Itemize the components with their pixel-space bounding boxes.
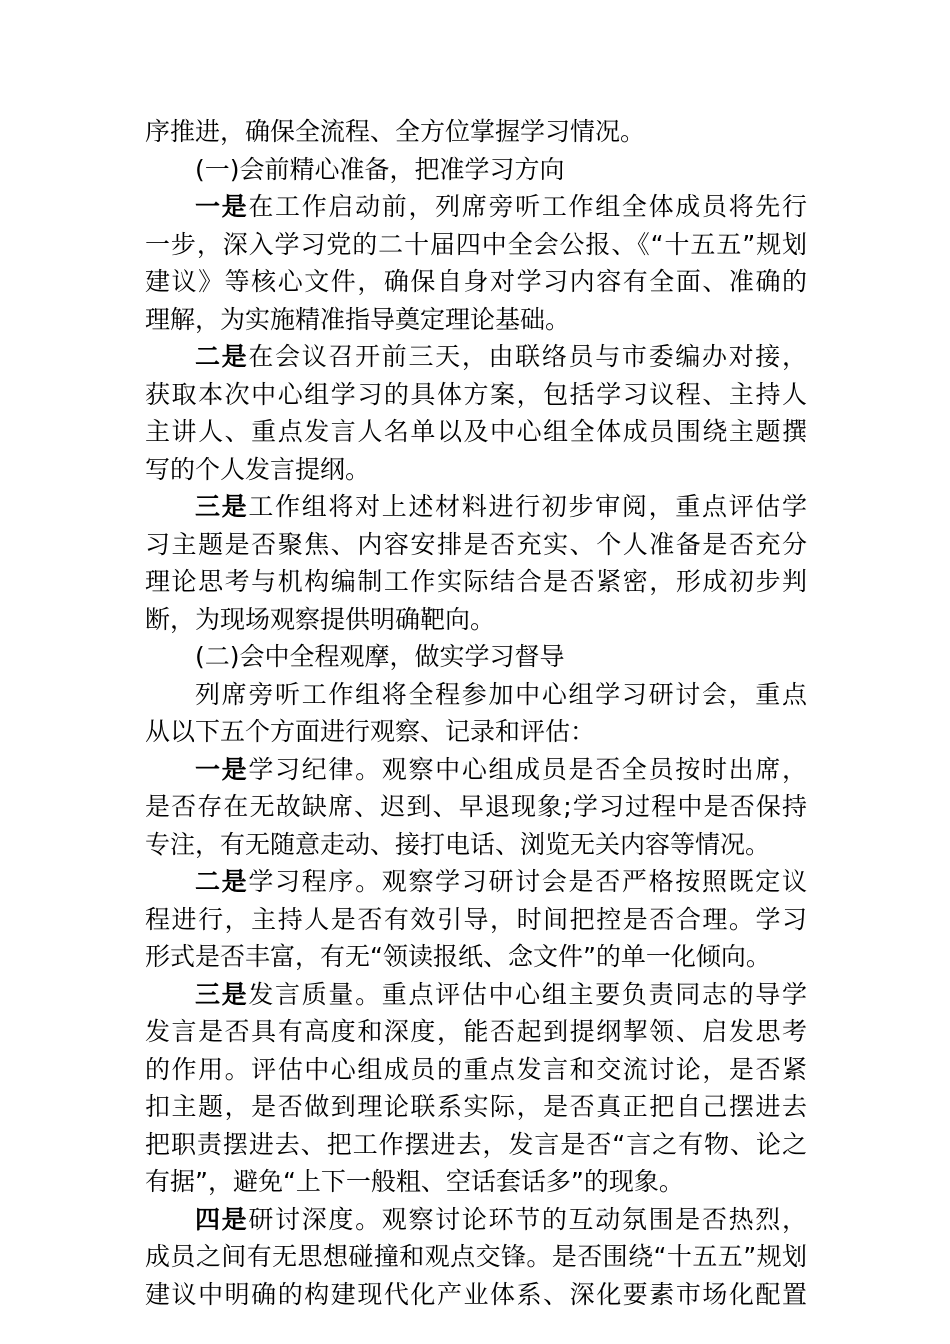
document-body — [145, 113, 807, 1313]
line-text: 断，为现场观察提供明确靶向。 — [145, 604, 496, 634]
text-line — [145, 188, 807, 226]
text-line — [145, 301, 807, 339]
text-line — [145, 638, 807, 676]
line-text: 列席旁听工作组将全程参加中心组学习研讨会，重点 — [195, 679, 807, 709]
line-text: 研讨深度。观察讨论环节的互动氛围是否热烈， — [248, 1204, 807, 1234]
line-text: 的作用。评估中心组成员的重点发言和交流讨论，是否紧 — [145, 1054, 807, 1084]
text-line — [145, 488, 807, 526]
text-line — [145, 788, 807, 826]
text-line — [145, 451, 807, 489]
text-line — [145, 1163, 807, 1201]
text-line — [145, 1201, 807, 1239]
text-line — [145, 676, 807, 714]
text-line — [145, 413, 807, 451]
text-line — [145, 1238, 807, 1276]
text-line — [145, 151, 807, 189]
line-text: 一步，深入学习党的二十届四中全会公报、《“十五五”规划 — [145, 229, 807, 259]
text-line — [145, 113, 807, 151]
lead-phrase: 三是 — [195, 492, 249, 521]
text-line — [145, 226, 807, 264]
line-text: 在工作启动前，列席旁听工作组全体成员将先行 — [248, 192, 807, 221]
text-line — [145, 526, 807, 564]
line-text: 序推进，确保全流程、全方位掌握学习情况。 — [145, 117, 646, 146]
line-text: 习主题是否聚焦、内容安排是否充实、个人准备是否充分 — [145, 529, 807, 559]
line-text: 发言是否具有高度和深度，能否起到提纲挈领、启发思考 — [145, 1017, 807, 1046]
line-text: 学习程序。观察学习研讨会是否严格按照既定议 — [248, 867, 807, 896]
line-text: 工作组将对上述材料进行初步审阅，重点评估学 — [248, 492, 807, 521]
line-text: 有据”，避免“上下一般粗、空话套话多”的现象。 — [145, 1167, 684, 1196]
line-text: 理解，为实施精准指导奠定理论基础。 — [145, 304, 571, 334]
line-text: 形式是否丰富，有无“领读报纸、念文件”的单一化倾向。 — [145, 942, 771, 971]
lead-phrase: 四是 — [195, 1204, 249, 1234]
text-line — [145, 1276, 807, 1314]
line-text: 在会议召开前三天，由联络员与市委编办对接， — [248, 342, 807, 371]
line-text: 是否存在无故缺席、迟到、早退现象;学习过程中是否保持 — [145, 792, 807, 821]
line-text: 建议中明确的构建现代化产业体系、深化要素市场化配置 — [145, 1279, 807, 1309]
lead-phrase: 一是 — [195, 192, 249, 221]
text-line — [145, 601, 807, 639]
line-text: 从以下五个方面进行观察、记录和评估： — [145, 717, 596, 746]
line-text: 专注，有无随意走动、接打电话、浏览无关内容等情况。 — [145, 829, 771, 859]
text-line — [145, 1088, 807, 1126]
line-text: (一)会前精心准备，把准学习方向 — [195, 154, 565, 184]
text-line — [145, 863, 807, 901]
text-line — [145, 376, 807, 414]
line-text: 获取本次中心组学习的具体方案，包括学习议程、主持人 — [145, 379, 807, 409]
text-line — [145, 976, 807, 1014]
lead-phrase: 二是 — [195, 867, 249, 896]
line-text: 程进行，主持人是否有效引导，时间把控是否合理。学习 — [145, 904, 807, 934]
line-text: 成员之间有无思想碰撞和观点交锋。是否围绕“十五五”规划 — [145, 1242, 807, 1271]
text-line — [145, 751, 807, 789]
text-line — [145, 713, 807, 751]
text-line — [145, 901, 807, 939]
lead-phrase: 三是 — [195, 979, 249, 1009]
text-line — [145, 938, 807, 976]
line-text: 把职责摆进去、把工作摆进去，发言是否“言之有物、论之 — [145, 1129, 807, 1159]
text-line — [145, 1051, 807, 1089]
line-text: 写的个人发言提纲。 — [145, 454, 371, 484]
line-text: 学习纪律。观察中心组成员是否全员按时出席， — [248, 754, 807, 784]
text-line — [145, 1126, 807, 1164]
text-line — [145, 1013, 807, 1051]
text-line — [145, 338, 807, 376]
line-text: 发言质量。重点评估中心组主要负责同志的导学 — [248, 979, 807, 1009]
line-text: 主讲人、重点发言人名单以及中心组全体成员围绕主题撰 — [145, 417, 807, 446]
line-text: (二)会中全程观摩，做实学习督导 — [195, 642, 565, 671]
lead-phrase: 一是 — [195, 754, 249, 784]
text-line — [145, 563, 807, 601]
line-text: 理论思考与机构编制工作实际结合是否紧密，形成初步判 — [145, 567, 807, 596]
line-text: 建议》等核心文件，确保自身对学习内容有全面、准确的 — [145, 267, 807, 296]
line-text: 扣主题，是否做到理论联系实际，是否真正把自己摆进去 — [145, 1092, 807, 1121]
lead-phrase: 二是 — [195, 342, 249, 371]
text-line — [145, 826, 807, 864]
text-line — [145, 263, 807, 301]
